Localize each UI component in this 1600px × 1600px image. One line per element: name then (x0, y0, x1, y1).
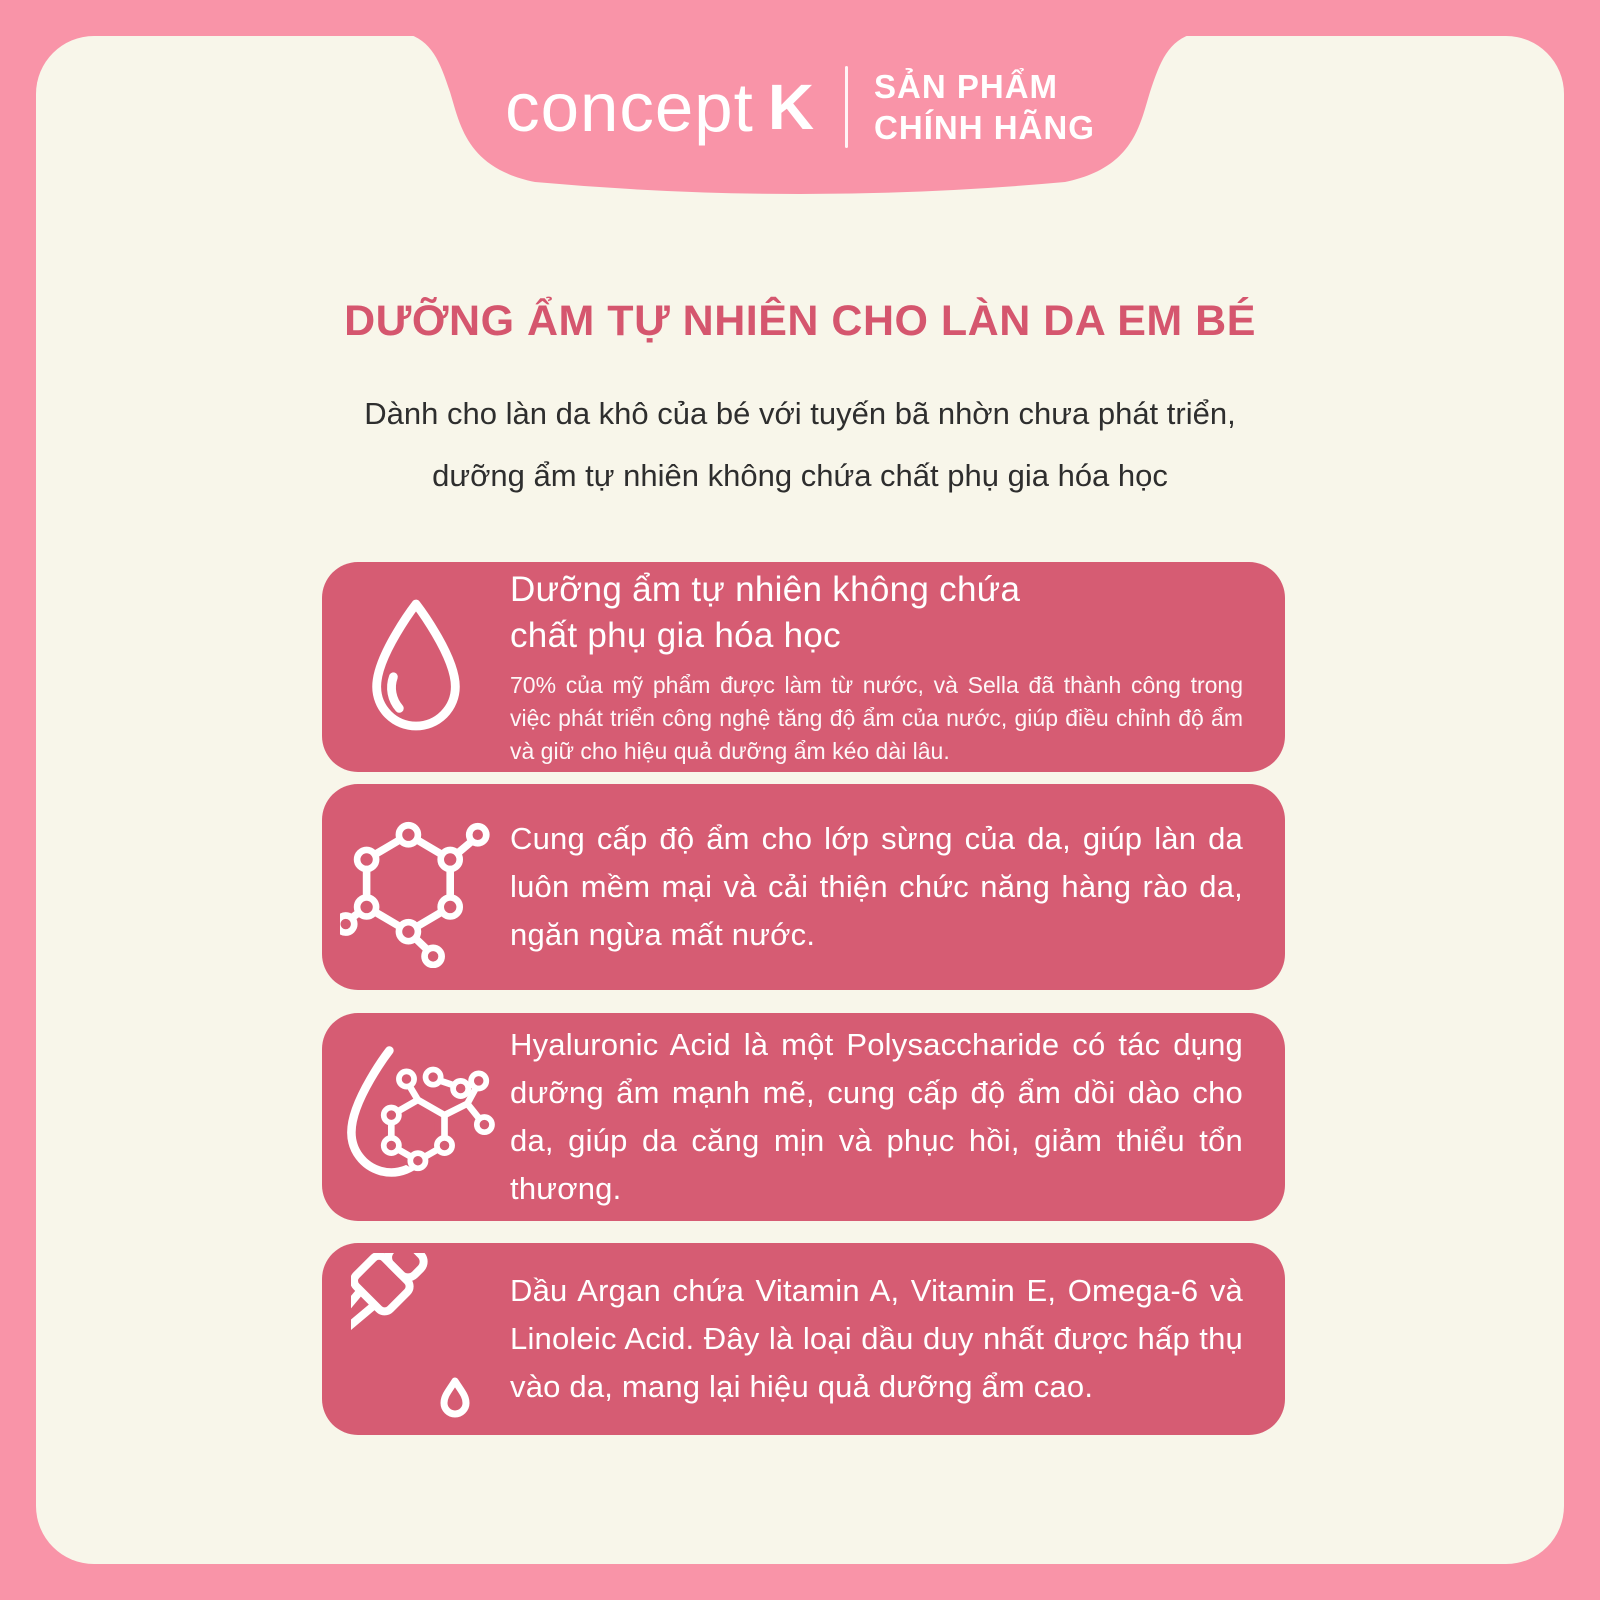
dropper-icon (322, 1253, 510, 1425)
card-heading-line-2: chất phụ gia hóa học (510, 615, 841, 655)
water-drop-icon (322, 594, 510, 740)
brand-header (0, 52, 1600, 162)
card-body: Cung cấp độ ẩm cho lớp sừng của da, giúp làn da luôn mềm mại và cải thiện chức năng hàng rào da, ngăn ngừa mất nước. (510, 821, 1243, 952)
page-subtitle (0, 383, 1600, 507)
genuine-product-badge (874, 66, 1095, 148)
logo-divider (845, 66, 848, 148)
subtitle-line-1: Dành cho làn da khô của bé với tuyến bã nhờn chưa phát triển, (364, 396, 1236, 431)
feature-card-moisture (322, 562, 1285, 772)
brand-logo-concept: concept (505, 68, 754, 146)
card-heading (510, 567, 1243, 659)
card-body: Hyaluronic Acid là một Polysaccharide có tác dụng dưỡng ẩm mạnh mẽ, cung cấp độ ẩm dồi dào cho da, giúp da căng mịn và phục hồi, giảm thiểu tổn thương. (510, 1027, 1243, 1206)
subtitle-line-2: dưỡng ẩm tự nhiên không chứa chất phụ gia hóa học (432, 458, 1168, 493)
card-text-block (510, 1267, 1285, 1411)
badge-line-1: SẢN PHẨM (874, 68, 1059, 105)
feature-card-skin-barrier (322, 784, 1285, 990)
brand-logo-k: K (767, 71, 816, 143)
card-text-block (510, 815, 1285, 959)
card-text-block (510, 1021, 1285, 1213)
card-body: Dầu Argan chứa Vitamin A, Vitamin E, Omega-6 và Linoleic Acid. Đây là loại dầu duy nhất được hấp thụ vào da, mang lại hiệu quả dưỡng ẩm cao. (510, 1273, 1243, 1404)
feature-card-hyaluronic (322, 1013, 1285, 1221)
feature-card-list (322, 562, 1285, 1435)
page-title: DƯỠNG ẨM TỰ NHIÊN CHO LÀN DA EM BÉ (344, 297, 1256, 345)
drop-molecule-icon (322, 1041, 510, 1193)
badge-line-2: CHÍNH HÃNG (874, 109, 1095, 146)
molecule-icon (322, 806, 510, 968)
card-heading-line-1: Dưỡng ẩm tự nhiên không chứa (510, 569, 1021, 609)
feature-card-argan-oil (322, 1243, 1285, 1435)
card-body: 70% của mỹ phẩm được làm từ nước, và Sella đã thành công trong việc phát triển công nghệ tăng độ ẩm của nước, giúp điều chỉnh độ ẩm và giữ cho hiệu quả dưỡng ẩm kéo dài lâu. (510, 671, 1243, 764)
card-text-block (510, 567, 1285, 768)
